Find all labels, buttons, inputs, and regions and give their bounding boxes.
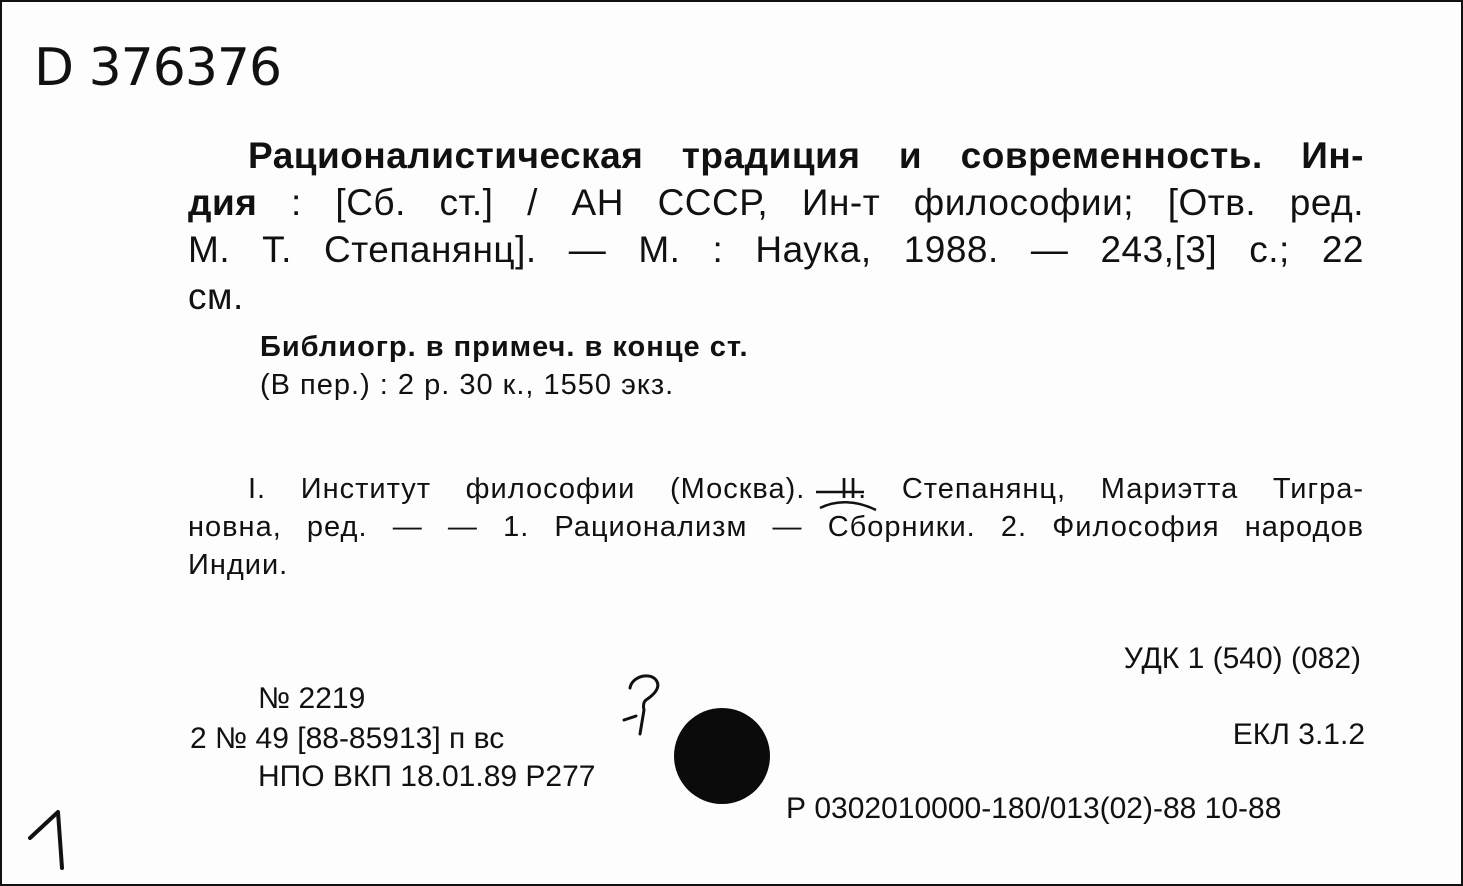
catalog-code: Р 0302010000-180/013(02)-88 10-88 <box>786 792 1282 825</box>
tracings-block <box>188 470 1364 584</box>
title-line-1: Рационалистическая традиция и современность. Ин- <box>248 135 1364 176</box>
price-note: (В пер.) : 2 р. 30 к., 1550 экз. <box>260 369 675 401</box>
handwritten-number-one <box>24 802 84 872</box>
punch-hole <box>674 708 770 804</box>
tracing-line-2: новна, ред. — — 1. Рационализм — Сборники. 2. Философия народов <box>188 511 1364 543</box>
card-code: D 376376 <box>34 38 282 98</box>
title-line-2-bold: дия <box>188 182 258 223</box>
tracing-line-1: I. Институт философии (Москва). II. Степанянц, Мариэтта Тигра- <box>248 473 1364 505</box>
title-line-4: см. <box>188 276 244 317</box>
underline-stroke <box>814 488 874 496</box>
udk-code: УДК 1 (540) (082) <box>1123 642 1361 675</box>
tracing-line-3: Индии. <box>188 549 289 581</box>
handwritten-question-mark <box>614 670 670 736</box>
title-line-3: М. Т. Степанянц]. — М. : Наука, 1988. — 243,[3] с.; 22 <box>188 229 1364 270</box>
bibliography-note: Библиогр. в примеч. в конце ст. <box>260 331 749 363</box>
order-line: 2 № 49 [88-85913] п вс <box>190 722 505 755</box>
notes-block <box>260 328 749 404</box>
card-number: № 2219 <box>258 682 366 715</box>
bibliographic-description <box>188 132 1364 320</box>
pen-stroke <box>816 498 880 512</box>
ekl-code: ЕКЛ 3.1.2 <box>1232 718 1365 751</box>
title-line-2-rest: : [Сб. ст.] / АН СССР, Ин-т философии; [Отв. ред. <box>257 182 1364 223</box>
printer-line: НПО ВКП 18.01.89 Р277 <box>258 760 596 793</box>
title-line-2 <box>188 179 1364 226</box>
